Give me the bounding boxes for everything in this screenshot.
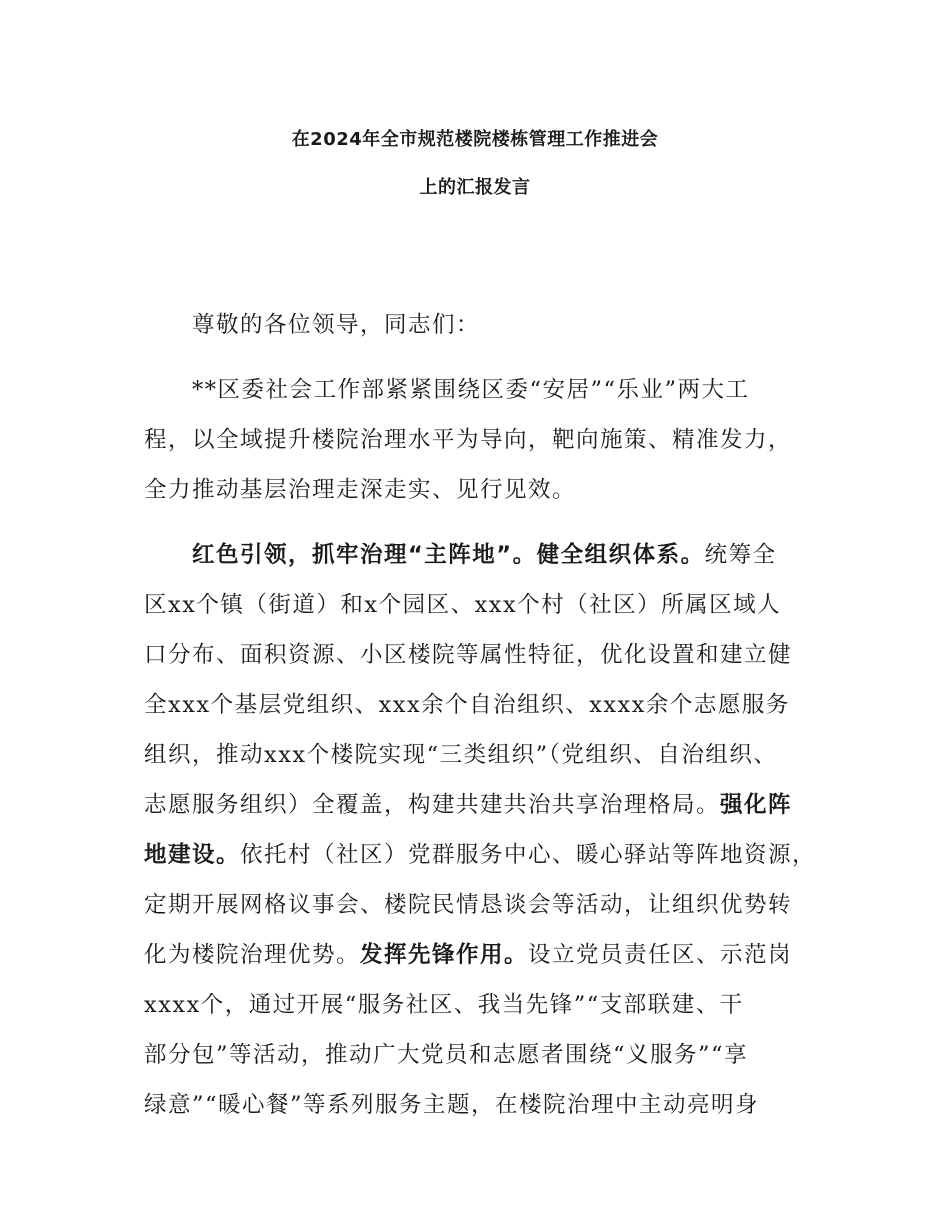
- subheading-vanguard: 发挥先锋作用。: [360, 942, 529, 968]
- body-line: [144, 790, 792, 820]
- body-line: 部分包”等活动，推动广大党员和志愿者围绕“义服务”“享: [144, 1042, 749, 1068]
- body-line: xxxx个，通过开展“服务社区、我当先锋”“支部联建、干: [144, 992, 744, 1018]
- body-line: 定期开展网格议事会、楼院民情恳谈会等活动，让组织优势转: [144, 892, 793, 918]
- salutation: 尊敬的各位领导，同志们：: [192, 312, 481, 338]
- body-text: 统筹全: [704, 542, 777, 568]
- intro-line: **区委社会工作部紧紧围绕区委“安居”“乐业”两大工: [192, 377, 750, 403]
- body-text: 设立党员责任区、示范岗: [528, 942, 793, 968]
- body-line: 绿意”“暖心餐”等系列服务主题，在楼院治理中主动亮明身: [144, 1092, 760, 1118]
- body-text: 志愿服务组织）全覆盖，构建共建共治共享治理格局。: [144, 792, 721, 818]
- body-line: [144, 840, 816, 870]
- document-title-line-1: 在2024年全市规范楼院楼栋管理工作推进会: [291, 129, 659, 150]
- subheading-organization: 健全组织体系。: [536, 542, 705, 568]
- section-heading: 红色引领，抓牢治理“主阵地”。: [192, 542, 537, 568]
- section-line: [192, 540, 777, 570]
- body-text: 依托村（社区）党群服务中心、暖心驿站等阵地资源，: [240, 842, 817, 868]
- document-title-line-2: 上的汇报发言: [419, 177, 531, 198]
- subheading-position-part1: 强化阵: [720, 792, 793, 818]
- intro-line: 全力推动基层治理走深走实、见行见效。: [144, 477, 577, 503]
- body-line: [144, 940, 792, 970]
- body-line: 组织，推动xxx个楼院实现“三类组织”（党组织、自治组织、: [144, 742, 778, 768]
- body-line: 区xx个镇（街道）和x个园区、xxx个村（社区）所属区域人: [144, 592, 782, 618]
- intro-line: 程，以全域提升楼院治理水平为导向，靶向施策、精准发力，: [144, 427, 793, 453]
- body-line: 全xxx个基层党组织、xxx余个自治组织、xxxx余个志愿服务: [144, 692, 790, 718]
- body-text: 化为楼院治理优势。: [144, 942, 361, 968]
- body-line: 口分布、面积资源、小区楼院等属性特征，优化设置和建立健: [144, 642, 793, 668]
- subheading-position-part2: 地建设。: [144, 842, 241, 868]
